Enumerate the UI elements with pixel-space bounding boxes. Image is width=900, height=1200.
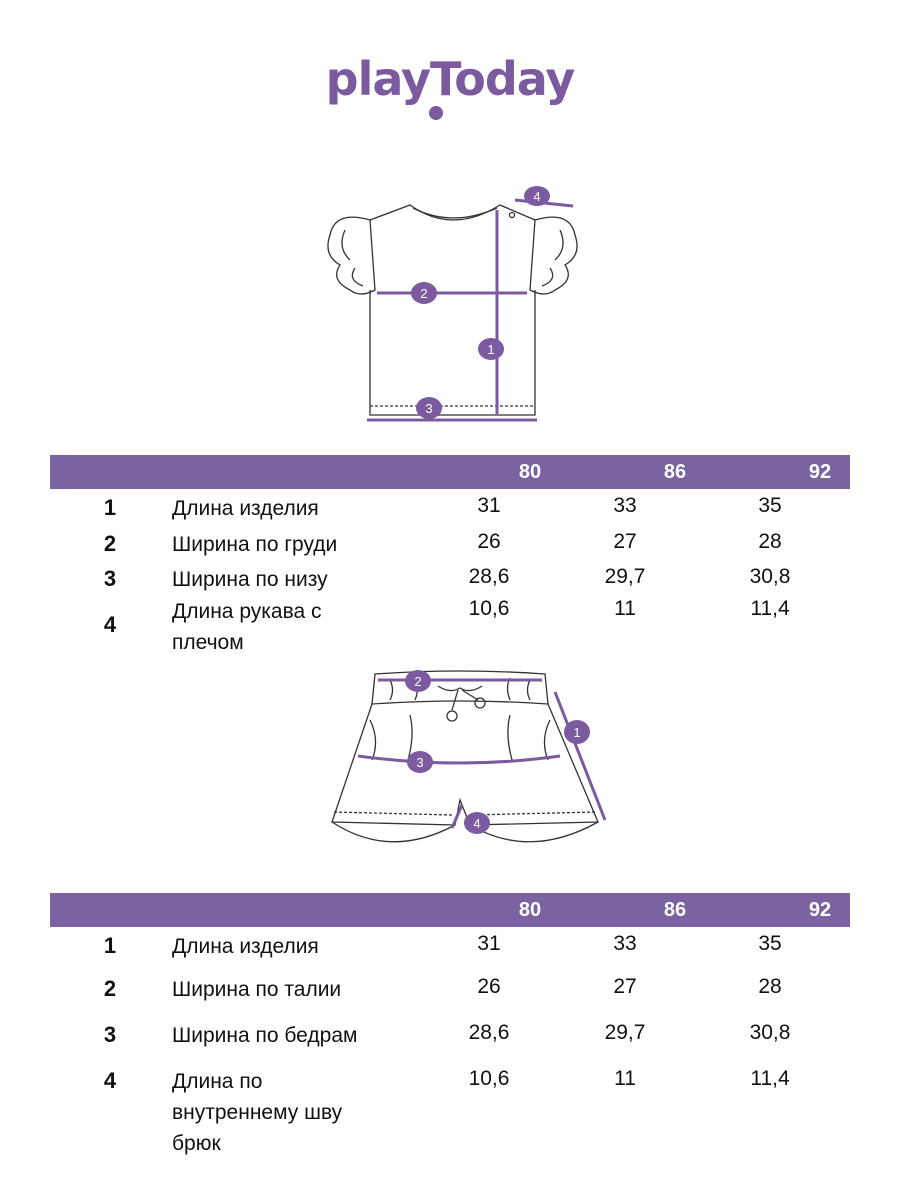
row-label: Ширина по низу: [172, 568, 328, 591]
row-value: 31: [477, 932, 501, 955]
shorts-table-header: [50, 893, 850, 927]
row-number: 4: [103, 612, 117, 637]
size-header: 92: [808, 461, 832, 483]
row-label: Длина изделия: [172, 935, 319, 958]
row-number: 2: [103, 531, 117, 556]
row-value: 10,6: [468, 1067, 510, 1090]
row-label: Ширина по бедрам: [172, 1024, 358, 1047]
size-header: 80: [518, 461, 542, 483]
shirt-badge-4: 4: [533, 189, 541, 204]
row-value: 28: [758, 975, 782, 998]
shirt-table-header: [50, 455, 850, 489]
row-number: 2: [103, 976, 117, 1001]
row-label: Длина рукава с плечом: [172, 600, 322, 654]
row-value: 28: [758, 530, 782, 553]
row-label: Ширина по талии: [172, 978, 342, 1001]
row-value: 30,8: [749, 565, 791, 588]
brand-logo: playToday: [325, 52, 575, 106]
row-value: 35: [758, 494, 782, 517]
shorts-badge-3: 3: [416, 755, 424, 770]
row-value: 11: [614, 597, 636, 620]
row-number: 1: [103, 495, 117, 520]
row-value: 27: [613, 530, 637, 553]
shorts-illustration: [320, 660, 610, 860]
row-value: 10,6: [468, 597, 510, 620]
size-header: 86: [663, 461, 687, 483]
row-number: 4: [103, 1068, 117, 1093]
row-value: 26: [477, 530, 501, 553]
row-label: Длина по внутреннему шву брюк: [172, 1070, 343, 1155]
table-row: [0, 1022, 900, 1052]
row-value: 33: [613, 494, 637, 517]
table-row: [0, 933, 900, 963]
logo-dot: [429, 106, 443, 120]
shorts-badge-2: 2: [414, 674, 422, 689]
table-row: [0, 598, 900, 658]
tshirt-illustration: [315, 180, 595, 430]
shirt-badge-1: 1: [487, 342, 495, 357]
size-header: 92: [808, 899, 832, 921]
table-row: [0, 566, 900, 596]
size-header: 80: [518, 899, 542, 921]
row-number: 3: [103, 566, 117, 591]
row-number: 3: [103, 1022, 117, 1047]
row-value: 33: [613, 932, 637, 955]
row-value: 31: [477, 494, 501, 517]
shorts-badge-1: 1: [573, 725, 581, 740]
shirt-badge-3: 3: [425, 401, 433, 416]
row-value: 28,6: [468, 565, 510, 588]
row-value: 26: [477, 975, 501, 998]
row-label: Ширина по груди: [172, 533, 338, 556]
row-value: 28,6: [468, 1021, 510, 1044]
row-value: 35: [758, 932, 782, 955]
row-value: 11: [614, 1067, 636, 1090]
row-label: Длина изделия: [172, 497, 319, 520]
row-value: 11,4: [750, 1067, 790, 1090]
shirt-badge-2: 2: [420, 286, 428, 301]
table-row: [0, 1068, 900, 1163]
row-number: 1: [103, 933, 117, 958]
row-value: 27: [613, 975, 637, 998]
table-row: [0, 531, 900, 561]
row-value: 30,8: [749, 1021, 791, 1044]
size-header: 86: [663, 899, 687, 921]
row-value: 29,7: [604, 1021, 646, 1044]
table-row: [0, 976, 900, 1006]
row-value: 29,7: [604, 565, 646, 588]
table-row: [0, 495, 900, 525]
row-value: 11,4: [750, 597, 790, 620]
shorts-badge-4: 4: [473, 816, 481, 831]
